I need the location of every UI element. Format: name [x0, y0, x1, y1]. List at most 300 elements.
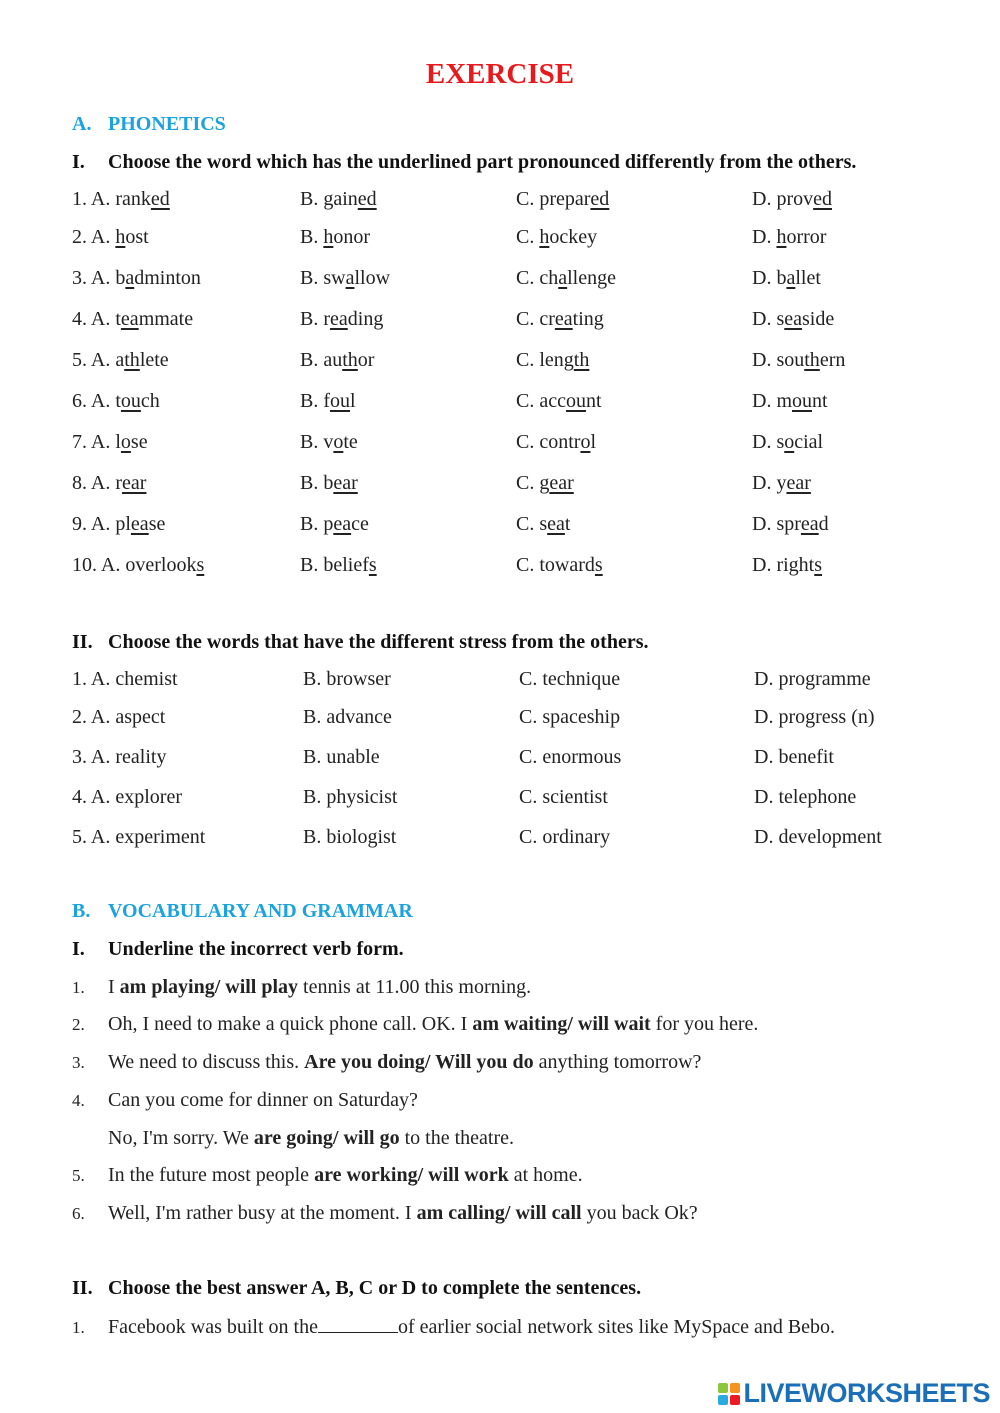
option-label: A.: [90, 746, 111, 768]
underlined-part: h: [539, 226, 550, 248]
underlined-part: ou: [330, 390, 351, 412]
option-d[interactable]: [754, 746, 834, 769]
item-number: 3.: [72, 746, 87, 768]
word-part: nt: [812, 390, 828, 412]
option-label: C.: [519, 668, 538, 690]
sentence-start: Can you come for dinner on Saturday?: [108, 1089, 418, 1111]
item-number: 2.: [72, 706, 87, 728]
word-part: spaceship: [542, 706, 621, 728]
option-c[interactable]: [516, 226, 597, 249]
word-part: spr: [776, 513, 801, 535]
sentence-item: [72, 1089, 418, 1112]
word-part: explorer: [115, 786, 182, 808]
word-part: llow: [354, 267, 391, 289]
option-b[interactable]: [300, 390, 356, 413]
underlined-part: s: [368, 554, 377, 576]
option-label: D.: [752, 431, 772, 453]
sentence-start: Well, I'm rather busy at the moment. I: [108, 1202, 417, 1224]
word-part: r: [115, 472, 123, 494]
option-b[interactable]: [300, 188, 377, 211]
option-label: C.: [516, 513, 535, 535]
word-part: or: [357, 349, 375, 371]
word-part: nt: [585, 390, 602, 412]
option-b[interactable]: [300, 226, 370, 249]
option-label: B.: [300, 554, 319, 576]
option-label: C.: [516, 226, 535, 248]
question-row: [72, 226, 952, 252]
option-d[interactable]: [752, 267, 821, 290]
option-b[interactable]: [300, 513, 369, 536]
word-part: onor: [333, 226, 371, 248]
instruction-text: Choose the words that have the different stress from the others.: [108, 631, 649, 653]
verb-choices[interactable]: am calling/ will call: [416, 1202, 582, 1224]
option-label: A.: [90, 226, 111, 248]
item-number: 5.: [72, 1166, 85, 1185]
verb-choices[interactable]: are going/ will go: [253, 1127, 400, 1149]
word-part: overlook: [125, 554, 197, 576]
item-number: 2.: [72, 1015, 85, 1034]
item-number: 4.: [72, 1091, 85, 1110]
word-part: s: [539, 513, 548, 535]
option-a[interactable]: [72, 226, 149, 249]
word-part: orror: [786, 226, 827, 248]
underlined-part: th: [804, 349, 820, 371]
sentence-start: Oh, I need to make a quick phone call. OK. I: [108, 1013, 473, 1035]
option-label: A.: [90, 668, 111, 690]
item-number: 1.: [72, 1318, 85, 1337]
underlined-part: o: [784, 431, 795, 453]
option-label: D.: [752, 390, 772, 412]
word-part: t: [115, 390, 121, 412]
option-c[interactable]: [519, 706, 620, 729]
option-label: A.: [90, 786, 111, 808]
underlined-part: a: [125, 267, 135, 289]
word-part: advance: [326, 706, 392, 728]
option-label: C.: [516, 267, 535, 289]
roman-numeral: I.: [72, 938, 85, 960]
option-b[interactable]: [303, 786, 397, 809]
underlined-part: o: [120, 431, 131, 453]
option-label: D.: [752, 226, 772, 248]
verb-choices[interactable]: are working/ will work: [314, 1164, 509, 1186]
instruction-a2: [72, 631, 649, 654]
option-label: C.: [519, 746, 538, 768]
question-row: [72, 267, 952, 293]
underlined-part: a: [786, 267, 796, 289]
word-part: a: [115, 349, 125, 371]
option-a[interactable]: [72, 706, 165, 729]
option-label: C.: [516, 554, 535, 576]
option-a[interactable]: [72, 554, 204, 577]
question-row: [72, 349, 952, 375]
underlined-part: a: [345, 267, 355, 289]
option-label: B.: [303, 746, 322, 768]
word-part: g: [539, 472, 550, 494]
word-part: y: [776, 472, 787, 494]
word-part: chemist: [115, 668, 178, 690]
option-label: C.: [519, 786, 538, 808]
word-part: technique: [542, 668, 621, 690]
option-label: D.: [752, 308, 772, 330]
underlined-part: ear: [333, 472, 358, 494]
underlined-part: th: [342, 349, 358, 371]
option-b[interactable]: [303, 826, 396, 849]
logo-icon: [718, 1383, 740, 1405]
word-part: v: [323, 431, 334, 453]
option-b[interactable]: [300, 554, 377, 577]
option-c[interactable]: [516, 513, 570, 536]
roman-numeral: I.: [72, 151, 85, 173]
option-c[interactable]: [516, 308, 604, 331]
option-label: A.: [90, 349, 111, 371]
option-label: A.: [90, 188, 111, 210]
underlined-part: ea: [330, 308, 348, 330]
word-part: gain: [323, 188, 358, 210]
option-b[interactable]: [300, 308, 383, 331]
underlined-part: ed: [150, 188, 170, 210]
word-part: development: [778, 826, 882, 848]
option-d[interactable]: [752, 431, 823, 454]
item-number: 8.: [72, 472, 87, 494]
item-number: 10.: [72, 554, 97, 576]
item-number: 3.: [72, 267, 87, 289]
word-part: b: [323, 472, 334, 494]
option-label: C.: [516, 349, 535, 371]
word-part: au: [323, 349, 343, 371]
option-d[interactable]: [752, 349, 845, 372]
underlined-part: s: [594, 554, 603, 576]
word-part: acc: [539, 390, 566, 412]
option-label: B.: [303, 786, 322, 808]
option-label: A.: [100, 554, 121, 576]
option-d[interactable]: [754, 668, 871, 691]
option-label: B.: [300, 267, 319, 289]
instruction-b1: [72, 938, 404, 961]
sentence-start: In the future most people: [108, 1164, 315, 1186]
sentence-start: We need to discuss this.: [108, 1051, 305, 1073]
underlined-part: ea: [547, 513, 565, 535]
option-a[interactable]: [72, 746, 166, 769]
option-a[interactable]: [72, 390, 160, 413]
word-part: physicist: [326, 786, 398, 808]
word-part: b: [776, 267, 787, 289]
option-b[interactable]: [303, 746, 380, 769]
option-label: C.: [516, 308, 535, 330]
option-a[interactable]: [72, 267, 201, 290]
logo-tile: [718, 1395, 728, 1405]
option-c[interactable]: [516, 267, 616, 290]
sentence-end: you back Ok?: [581, 1202, 698, 1224]
option-label: D.: [752, 349, 772, 371]
option-label: B.: [300, 308, 319, 330]
word-part: se: [148, 513, 166, 535]
option-c[interactable]: [516, 349, 589, 372]
section-letter: A.: [72, 113, 92, 135]
option-a[interactable]: [72, 668, 178, 691]
option-label: D.: [754, 746, 774, 768]
option-a[interactable]: [72, 826, 205, 849]
option-label: D.: [752, 267, 772, 289]
option-c[interactable]: [516, 554, 603, 577]
question-row: [72, 390, 952, 416]
logo-text: LIVEWORKSHEETS: [743, 1378, 990, 1408]
option-c[interactable]: [516, 472, 574, 495]
option-b[interactable]: [303, 706, 392, 729]
option-b[interactable]: [300, 431, 358, 454]
underlined-part: ea: [120, 308, 139, 330]
question-row: [72, 513, 952, 539]
question-row: [72, 308, 952, 334]
word-part: ch: [140, 390, 160, 412]
answer-blank[interactable]: [318, 1314, 398, 1333]
option-a[interactable]: [72, 188, 170, 211]
option-d[interactable]: [752, 390, 828, 413]
underlined-part: o: [580, 431, 591, 453]
option-b[interactable]: [300, 267, 390, 290]
word-part: lete: [139, 349, 169, 371]
verb-choices[interactable]: am playing/ will play: [119, 976, 299, 998]
word-part: l: [590, 431, 596, 453]
underlined-part: ou: [120, 390, 141, 412]
underlined-part: ea: [784, 308, 803, 330]
option-label: C.: [516, 188, 535, 210]
option-label: B.: [300, 188, 319, 210]
underlined-part: ear: [786, 472, 811, 494]
underlined-part: ed: [357, 188, 377, 210]
word-part: side: [802, 308, 835, 330]
word-part: sou: [776, 349, 805, 371]
sentence-item: [72, 1051, 701, 1074]
item-number: 4.: [72, 308, 87, 330]
option-label: A.: [90, 826, 111, 848]
sentence-start: I: [108, 976, 120, 998]
option-label: D.: [754, 668, 774, 690]
option-c[interactable]: [519, 786, 608, 809]
word-part: contr: [539, 431, 581, 453]
underlined-part: ea: [554, 308, 573, 330]
option-c[interactable]: [519, 668, 620, 691]
option-label: B.: [300, 513, 319, 535]
word-part: ordinary: [542, 826, 611, 848]
option-d[interactable]: [754, 826, 882, 849]
option-d[interactable]: [752, 472, 811, 495]
option-b[interactable]: [303, 668, 391, 691]
option-d[interactable]: [752, 513, 829, 536]
option-a[interactable]: [72, 472, 146, 495]
underlined-part: a: [558, 267, 568, 289]
verb-choices[interactable]: am waiting/ will wait: [472, 1013, 651, 1035]
option-label: B.: [303, 668, 322, 690]
word-part: dminton: [134, 267, 201, 289]
question-row: [72, 706, 952, 732]
option-a[interactable]: [72, 431, 148, 454]
logo-tile: [730, 1395, 740, 1405]
question-row: [72, 786, 952, 812]
word-part: programme: [778, 668, 871, 690]
option-d[interactable]: [754, 706, 875, 729]
word-part: right: [776, 554, 815, 576]
sentence-item: [72, 976, 531, 999]
instruction-text: Underline the incorrect verb form.: [108, 938, 404, 960]
item-number: 2.: [72, 226, 87, 248]
question-row: [72, 188, 952, 214]
underlined-part: h: [323, 226, 334, 248]
option-label: B.: [300, 349, 319, 371]
instruction-b2: [72, 1277, 641, 1300]
word-part: belief: [323, 554, 369, 576]
question-row: [72, 431, 952, 457]
sentence-end: tennis at 11.00 this morning.: [298, 976, 532, 998]
option-a[interactable]: [72, 349, 169, 372]
option-label: C.: [519, 826, 538, 848]
option-label: D.: [754, 826, 774, 848]
option-c[interactable]: [516, 431, 596, 454]
word-part: telephone: [778, 786, 857, 808]
option-label: C.: [516, 472, 535, 494]
word-part: scientist: [542, 786, 608, 808]
sentence-item: [72, 1013, 758, 1036]
underlined-part: ou: [792, 390, 813, 412]
question-row: [72, 472, 952, 498]
word-part: ch: [539, 267, 559, 289]
word-part: r: [323, 308, 331, 330]
word-part: reality: [115, 746, 167, 768]
item-number: 6.: [72, 390, 87, 412]
logo-tile: [718, 1383, 728, 1393]
word-part: ost: [125, 226, 149, 248]
word-part: rank: [115, 188, 151, 210]
sentence-item: [72, 1164, 583, 1187]
verb-choices[interactable]: Are you doing/ Will you do: [304, 1051, 534, 1073]
section-b-heading: [72, 900, 413, 923]
item-number: 5.: [72, 826, 87, 848]
option-label: B.: [303, 706, 322, 728]
option-d[interactable]: [754, 786, 856, 809]
option-d[interactable]: [752, 308, 834, 331]
underlined-part: ou: [565, 390, 586, 412]
underlined-part: ea: [333, 513, 352, 535]
word-part: mmate: [138, 308, 194, 330]
option-d[interactable]: [752, 554, 822, 577]
sentence-item: [72, 1202, 698, 1225]
word-part: l: [350, 390, 356, 412]
word-part: browser: [326, 668, 391, 690]
section-a-heading: [72, 113, 226, 136]
liveworksheets-logo[interactable]: [718, 1378, 990, 1409]
word-part: t: [564, 513, 571, 535]
word-part: s: [776, 431, 785, 453]
page-title: EXERCISE: [425, 58, 575, 90]
word-part: pl: [115, 513, 131, 535]
word-part: l: [115, 431, 121, 453]
underlined-part: ear: [549, 472, 574, 494]
option-label: A.: [90, 431, 111, 453]
option-a[interactable]: [72, 786, 182, 809]
option-c[interactable]: [516, 188, 609, 211]
word-part: cr: [539, 308, 555, 330]
underlined-part: ed: [813, 188, 833, 210]
item-number: 4.: [72, 786, 87, 808]
option-c[interactable]: [519, 826, 610, 849]
word-part: biologist: [326, 826, 397, 848]
option-b[interactable]: [300, 349, 374, 372]
underlined-part: h: [115, 226, 126, 248]
word-part: llenge: [567, 267, 616, 289]
underlined-part: h: [776, 226, 787, 248]
sentence-start: No, I'm sorry. We: [108, 1127, 254, 1149]
option-label: A.: [90, 267, 111, 289]
word-part: cial: [794, 431, 824, 453]
option-d[interactable]: [752, 226, 826, 249]
sentence-end: at home.: [508, 1164, 583, 1186]
sentence-item: [72, 1127, 514, 1150]
option-a[interactable]: [72, 308, 193, 331]
underlined-part: th: [124, 349, 140, 371]
question-row: [72, 746, 952, 772]
option-label: D.: [754, 706, 774, 728]
sentence-end: of earlier social network sites like MySpace and Bebo.: [397, 1316, 836, 1338]
option-a[interactable]: [72, 513, 165, 536]
word-part: d: [818, 513, 829, 535]
underlined-part: ed: [590, 188, 610, 210]
item-number: 5.: [72, 349, 87, 371]
option-label: A.: [90, 308, 111, 330]
option-label: B.: [300, 472, 319, 494]
item-number: 1.: [72, 188, 87, 210]
word-part: ding: [347, 308, 384, 330]
word-part: ting: [572, 308, 604, 330]
option-b[interactable]: [300, 472, 358, 495]
section-title: PHONETICS: [108, 113, 226, 135]
option-d[interactable]: [752, 188, 832, 211]
word-part: se: [130, 431, 148, 453]
item-number: 6.: [72, 1204, 85, 1223]
sentence-end: anything tomorrow?: [533, 1051, 702, 1073]
option-label: A.: [90, 390, 111, 412]
word-part: b: [115, 267, 126, 289]
word-part: progress (n): [778, 706, 875, 728]
roman-numeral: II.: [72, 631, 93, 653]
word-part: f: [323, 390, 331, 412]
sentence-start: Facebook was built on the: [108, 1316, 318, 1338]
word-part: unable: [326, 746, 380, 768]
word-part: leng: [539, 349, 574, 371]
word-part: p: [323, 513, 334, 535]
option-label: B.: [303, 826, 322, 848]
word-part: te: [343, 431, 358, 453]
option-label: B.: [300, 431, 319, 453]
word-part: ern: [819, 349, 846, 371]
option-label: A.: [90, 513, 111, 535]
word-part: ce: [351, 513, 369, 535]
underlined-part: s: [814, 554, 823, 576]
logo-tile: [730, 1383, 740, 1393]
word-part: aspect: [115, 706, 166, 728]
word-part: benefit: [778, 746, 834, 768]
word-part: experiment: [115, 826, 206, 848]
word-part: prepar: [539, 188, 591, 210]
option-c[interactable]: [516, 390, 602, 413]
option-label: D.: [752, 513, 772, 535]
option-label: A.: [90, 472, 111, 494]
option-label: D.: [752, 188, 772, 210]
option-label: A.: [90, 706, 111, 728]
word-part: ockey: [549, 226, 598, 248]
underlined-part: s: [196, 554, 205, 576]
sentence-end: for you here.: [650, 1013, 759, 1035]
option-label: C.: [516, 431, 535, 453]
option-c[interactable]: [519, 746, 621, 769]
